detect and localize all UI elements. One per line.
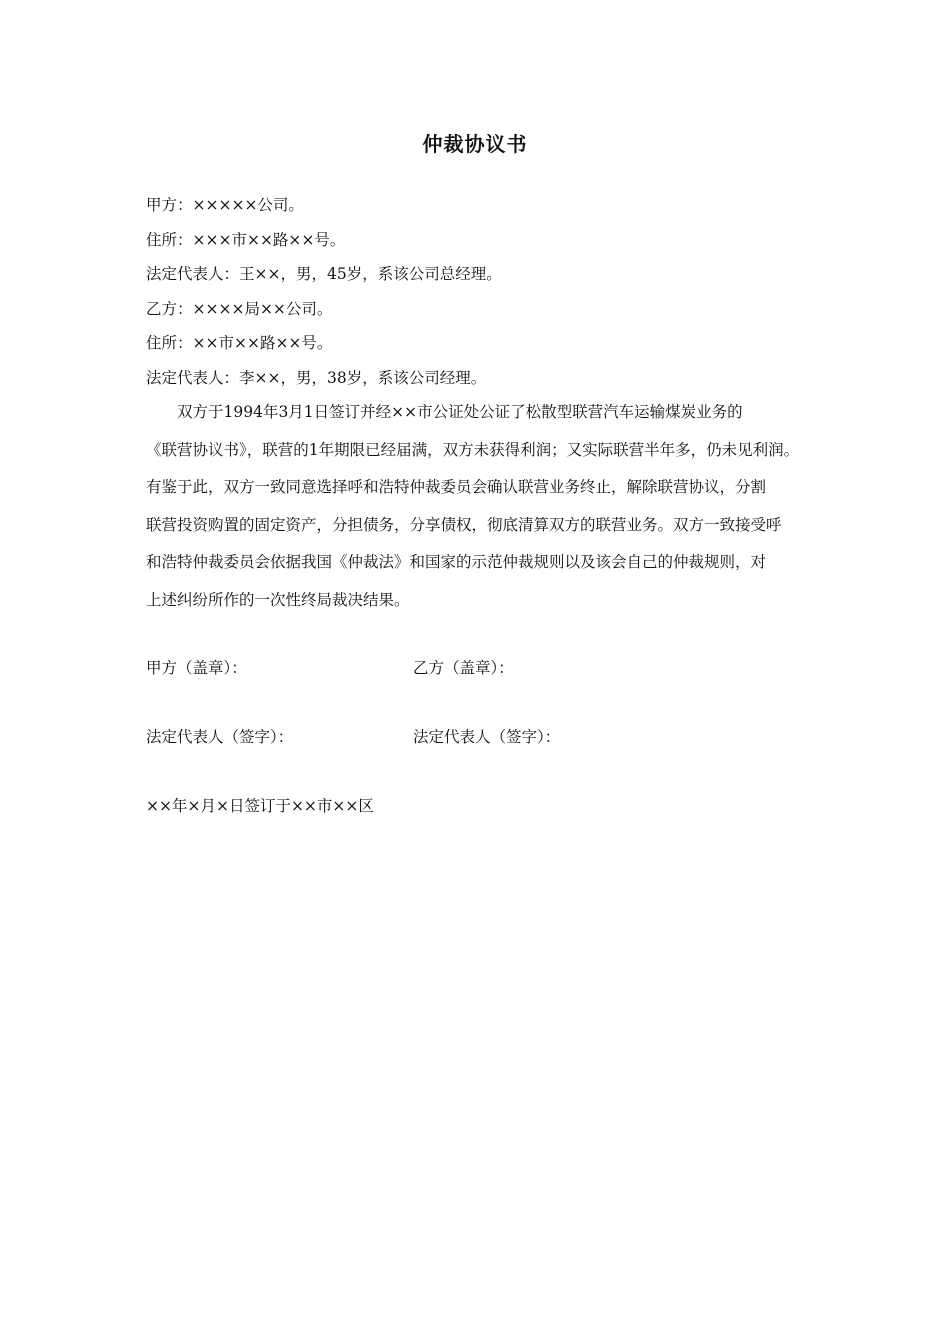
body-line: 《联营协议书》，联营的1年期限已经届满，双方未获得利润；又实际联营半年多，仍未见利润。 bbox=[146, 440, 800, 459]
body-line: 双方于1994年3月1日签订并经××市公证处公证了松散型联营汽车运输煤炭业务的 bbox=[177, 403, 743, 421]
party-a-address: 住所：×××市××路××号。 bbox=[146, 231, 346, 249]
party-b-address: 住所：××市××路××号。 bbox=[146, 334, 333, 352]
party-b-name: 乙方：××××局××公司。 bbox=[146, 300, 333, 318]
signing-date-place: ××年×月×日签订于××市××区 bbox=[146, 797, 374, 815]
agreement-body bbox=[146, 394, 814, 619]
body-line: 联营投资购置的固定资产，分担债务，分享债权，彻底清算双方的联营业务。双方一致接受呼 bbox=[146, 515, 782, 534]
party-b-seal-label: 乙方（盖章）： bbox=[413, 659, 514, 677]
party-a-name: 甲方：×××××公司。 bbox=[146, 196, 304, 214]
party-a-seal-label: 甲方（盖章）： bbox=[146, 659, 247, 677]
document-title: 仲裁协议书 bbox=[422, 132, 528, 156]
body-line: 和浩特仲裁委员会依据我国《仲裁法》和国家的示范仲裁规则以及该会自己的仲裁规则，对 bbox=[146, 553, 767, 571]
party-a-representative: 法定代表人：王××，男，45岁，系该公司总经理。 bbox=[146, 265, 502, 283]
party-b-representative: 法定代表人：李××，男，38岁，系该公司经理。 bbox=[146, 369, 487, 387]
body-line: 上述纠纷所作的一次性终局裁决结果。 bbox=[146, 590, 410, 609]
party-b-rep-signature-label: 法定代表人（签字）： bbox=[413, 728, 561, 746]
party-a-rep-signature-label: 法定代表人（签字）： bbox=[146, 728, 294, 746]
body-line: 有鉴于此，双方一致同意选择呼和浩特仲裁委员会确认联营业务终止，解除联营协议，分割 bbox=[146, 478, 767, 496]
